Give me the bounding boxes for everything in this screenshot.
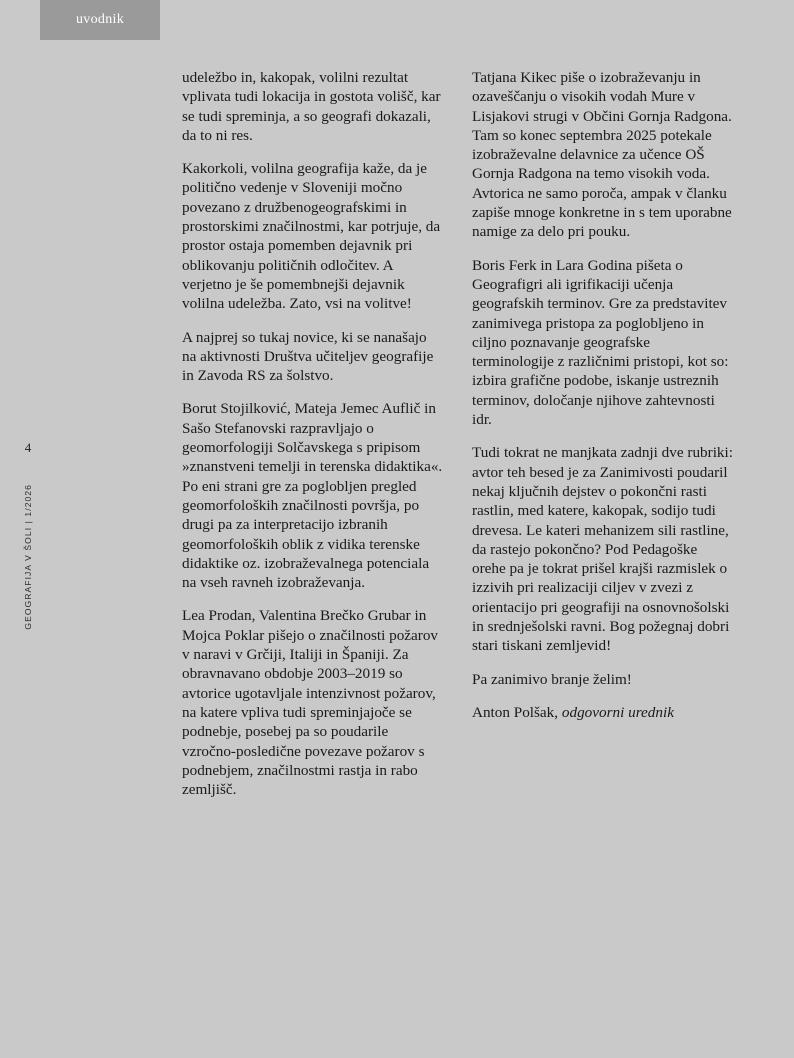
paragraph: udeležbo in, kakopak, volilni rezultat vplivata tudi lokacija in gostota volišč, kar se tudi spreminja, a so geografi dokazali, da to ni res. [182, 69, 441, 144]
section-tab [40, 0, 160, 40]
signature-name: Anton Polšak, [472, 703, 559, 721]
article-body [182, 68, 742, 799]
signature-role: odgovorni urednik [561, 703, 674, 721]
signature-line [472, 703, 734, 722]
page-margin-block [8, 440, 48, 630]
left-text-column [182, 68, 444, 799]
paragraph: Lea Prodan, Valentina Brečko Grubar in Mojca Poklar pišejo o značilnosti požarov v naravi v Grčiji, Italiji in Španiji. Za obravnavano obdobje 2003–2019 so avtorice ugotavljale intenzivnost požarov, na katere vpliva tudi spreminjajoče se podnebje, posebej pa so poudarile vzročno-posledične povezave požarov s podnebjem, značilnostmi rastja in rabo zemljišč. [182, 607, 439, 799]
page-number: 4 [24, 440, 32, 455]
paragraph: A najprej so tukaj novice, ki se nanašajo na aktivnosti Društva učiteljev geografije in Zavoda RS za šolstvo. [182, 328, 434, 385]
paragraph: Tudi tokrat ne manjkata zadnji dve rubriki: avtor teh besed je za Zanimivosti poudaril nekaj ključnih dejstev o pokončni rasti rastlin, med katere, kakopak, sodijo tudi drevesa. Le kateri mehanizem sili rastline, da rastejo pokončno? Pod Pedagoške orehe pa je tokrat prišel krajši razmislek o izzivih pri realizaciji ciljev v zvezi z orientacijo pri geografiji na osnovnošolski in srednješolski ravni. Bog požegnaj dobri stari tiskani zemljevid! [472, 444, 733, 655]
paragraph: Boris Ferk in Lara Godina pišeta o Geografigri ali igrifikaciji učenja geografskih terminov. Gre za predstavitev zanimivega pristopa za poglobljeno in ciljno poznavanje geografske terminologije z različnimi pristopi, kot so: izbira grafične podobe, iskanje ustreznih terminov, določanje njihove zahtevnosti idr. [472, 256, 729, 429]
journal-issue-caption: GEOGRAFIJA V ŠOLI | 1/2026 [23, 484, 33, 630]
paragraph: Pa zanimivo branje želim! [472, 670, 632, 688]
paragraph: Tatjana Kikec piše o izobraževanju in ozaveščanju o visokih vodah Mure v Lisjakovi strugi v Občini Gornja Radgona. Tam so konec septembra 2025 potekale izobraževalne delavnice za učence OŠ Gornja Radgona na temo visokih voda. Avtorica ne samo poroča, ampak v članku zapiše mnoge konkretne in s tem uporabne namige za delo pri pouku. [472, 69, 732, 241]
paragraph: Borut Stojilković, Mateja Jemec Auflič in Sašo Stefanovski razpravljajo o geomorfologiji Solčavskega s pripisom »znanstveni temelji in terenska didaktika«. Po eni strani gre za poglobljen pregled geomorfoloških značilnosti površja, po drugi pa za interpretacijo izbranih geomorfoloških oblik z vidika terenske didaktike oz. izobraževalnega potenciala na vseh ravneh izobraževanja. [182, 400, 443, 592]
paragraph: Kakorkoli, volilna geografija kaže, da je politično vedenje v Sloveniji močno povezano z družbenogeografskimi in prostorskimi značilnostmi, kar potrjuje, da prostor ostaja pomemben dejavnik pri oblikovanju političnih odločitev. A verjetno je še pomembnejši dejavnik volilna udeležba. Zato, vsi na volitve! [182, 160, 441, 313]
right-text-column [472, 68, 734, 799]
section-tab-label: uvodnik [76, 12, 124, 27]
